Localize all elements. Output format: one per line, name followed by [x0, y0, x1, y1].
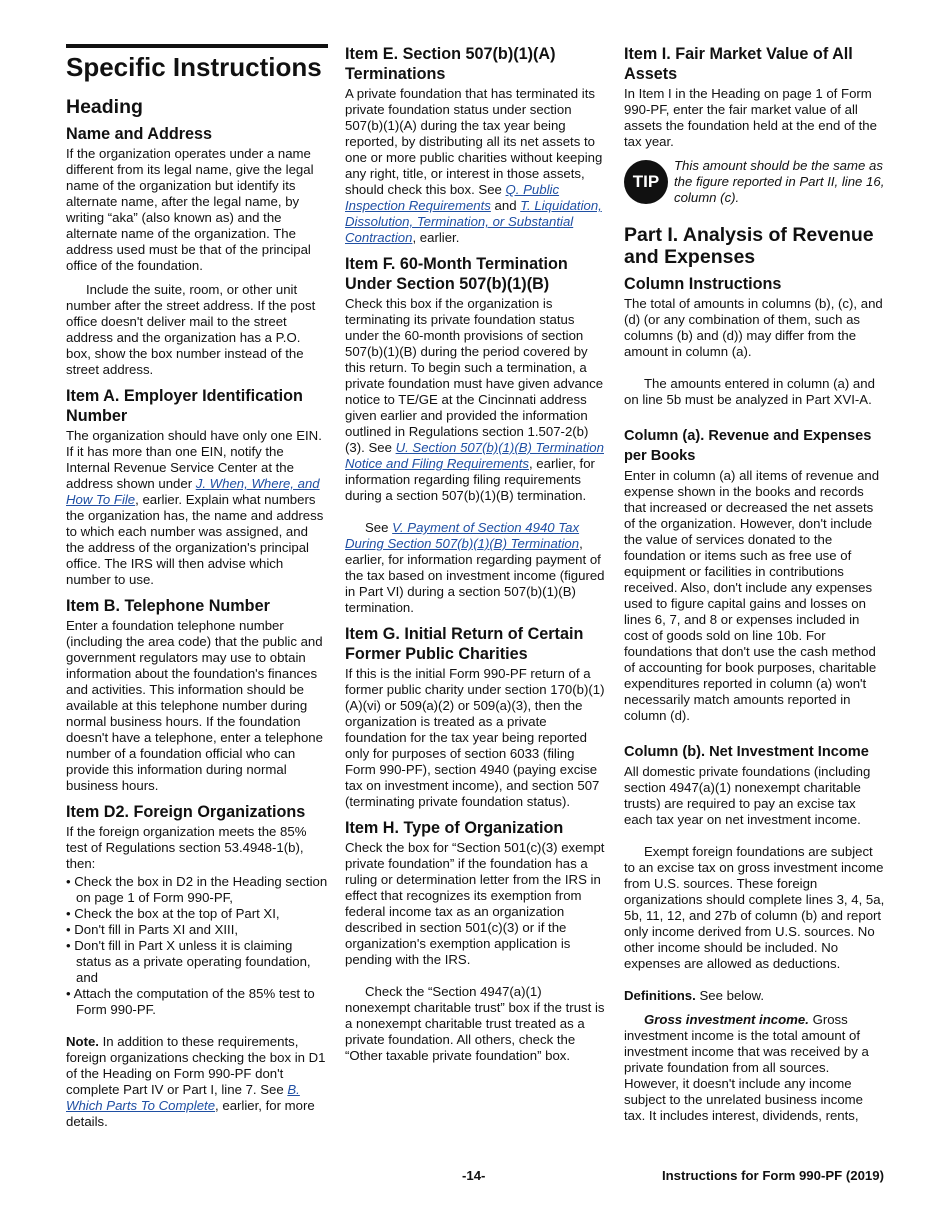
heading-title: Heading [66, 96, 143, 118]
item-d2-title: Item D2. Foreign Organizations [66, 803, 306, 821]
gross-investment-income: Gross investment income. Gross investment income is the total amount of investment income that was received by a private foundation from all sources. However, it doesn't include any income subject to the unrelated business income tax. It includes interest, dividends, rents, [624, 1012, 869, 1123]
item-h-p1: Check the box for “Section 501(c)(3) exempt private foundation” if the foundation has a ruling or determination letter from the IRS in effect that recognizes its exemption from federal income tax as an organization described in section 501(c)(3) or if the organization's exemption application is pending with the IRS. [345, 840, 605, 967]
column-b-title: Column (b). Net Investment Income [624, 744, 869, 760]
tip-box [624, 158, 886, 206]
column-instructions-title: Column Instructions [624, 275, 782, 293]
item-d2-intro: If the foreign organization meets the 85% test of Regulations section 53.4948-1(b), then: [66, 824, 307, 871]
column-2 [345, 44, 607, 1072]
item-e-title: Item E. Section 507(b)(1)(A) Terminations [345, 45, 556, 83]
list-item: • Attach the computation of the 85% test to Form 990-PF. [66, 986, 315, 1017]
list-item: • Don't fill in Parts XI and XIII, [66, 922, 239, 937]
column-a-title: Column (a). Revenue and Expenses per Books [624, 428, 872, 464]
tip-text: This amount should be the same as the figure reported in Part II, line 16, column (c). [674, 158, 885, 205]
name-address-p1: If the organization operates under a name different from its legal name, give the legal name of the organization but identify its alternate name, after the legal name, by writing “aka” (also known as) and the alternate name of the organization. The address used must be that of the principal office of the foundation. [66, 146, 314, 273]
item-d2-note: Note. In addition to these requirements, foreign organizations checking the box in D1 of the Heading on Form 990-PF don't complete Part IV or Part I, line 7. See B. Which Parts To Complete, earlier, for more details. [66, 1034, 326, 1129]
page-title: Specific Instructions [66, 52, 322, 82]
link-termination-notice[interactable]: U. Section 507(b)(1)(B) Termination Notice and Filing Requirements [345, 440, 604, 471]
item-f-p2: See V. Payment of Section 4940 Tax During Section 507(b)(1)(B) Termination, earlier, for information regarding payment of the tax based on investment income (figured in Part VI) during a section 507(b)(1)(B) termination. [345, 520, 605, 615]
item-a-p1: The organization should have only one EIN. If it has more than one EIN, notify the Internal Revenue Service Center at the address shown under J. When, Where, and How To File, earlier. Explain what numbers the organization has, the name and address to which each number was assigned, and the address of the organization's principal office. The IRS will then advise which number to use. [66, 428, 324, 587]
item-h-title: Item H. Type of Organization [345, 819, 564, 837]
list-item: • Don't fill in Part X unless it is claiming status as a private operating foundation, and [66, 938, 311, 985]
column-instructions-p2: The amounts entered in column (a) and on line 5b must be analyzed in Part XVI-A. [624, 376, 875, 407]
part-1-title: Part I. Analysis of Revenue and Expenses [624, 224, 874, 268]
tip-icon: TIP [624, 160, 668, 204]
item-h-p2: Check the “Section 4947(a)(1) nonexempt charitable trust” box if the trust is a nonexempt charitable trust treated as a private foundation. All others, check the “Other taxable private foundation” box. [345, 984, 605, 1063]
list-item: • Check the box in D2 in the Heading section on page 1 of Form 990-PF, [66, 874, 328, 905]
link-which-parts[interactable]: B. Which Parts To Complete [66, 1082, 300, 1113]
column-1 [66, 44, 328, 1138]
column-instructions-p1: The total of amounts in columns (b), (c), and (d) (or any combination of them, such as columns (b) and (d)) may differ from the amount in column (a). [624, 296, 883, 359]
item-f-title: Item F. 60-Month Termination Under Section 507(b)(1)(B) [345, 255, 568, 293]
item-b-p1: Enter a foundation telephone number (including the area code) that the public and government regulators may use to obtain information about the foundation's finances and activities. This information should be available at this telephone number during normal business hours. If the foundation doesn't have a telephone, enter a telephone number of a foundation official who can provide this information during normal business hours. [66, 618, 323, 793]
list-item: • Check the box at the top of Part XI, [66, 906, 280, 921]
column-3 [624, 44, 886, 1132]
column-b-p2: Exempt foreign foundations are subject to an excise tax on gross investment income from U.S. sources. These foreign organizations should complete lines 3, 4, 5a, 5b, 11, 12, and 27b of column (b) and report only income derived from U.S. sources. No other income should be included. No expenses are allowed as deductions. [624, 844, 885, 971]
title-rule [66, 44, 328, 48]
link-when-where-how[interactable]: J. When, Where, and How To File [66, 476, 320, 507]
page-number: -14- [462, 1168, 486, 1183]
item-b-title: Item B. Telephone Number [66, 597, 270, 615]
link-liquidation[interactable]: T. Liquidation, Dissolution, Termination, or Substantial Contraction [345, 198, 602, 245]
item-i-p1: In Item I in the Heading on page 1 of Form 990-PF, enter the fair market value of all assets the foundation held at the end of the tax year. [624, 86, 877, 149]
column-b-p1: All domestic private foundations (including section 4947(a)(1) nonexempt charitable trusts) are required to pay an excise tax each tax year on net investment income. [624, 764, 871, 827]
item-f-p1: Check this box if the organization is terminating its private foundation status under the 60-month provisions of section 507(b)(1)(B) during the period covered by this return. To begin such a termination, a private foundation must have given advance notice to TE/GE at the Cincinnati address given earlier and provided the information outlined in Regulations section 1.507-2(b)(3). See U. Section 507(b)(1)(B) Termination Notice and Filing Requirements, earlier, for information regarding filing requirements during a section 507(b)(1)(B) termination. [345, 296, 604, 503]
item-i-title: Item I. Fair Market Value of All Assets [624, 45, 853, 83]
link-payment-4940[interactable]: V. Payment of Section 4940 Tax During Section 507(b)(1)(B) Termination [345, 520, 580, 551]
item-e-p1: A private foundation that has terminated its private foundation status under section 507(b)(1)(A) during the tax year being reported, by distributing all its net assets to one or more public charities without keeping any right, title, or interest in those assets, should check this box. See Q. Public Inspection Requirements and T. Liquidation, Dissolution, Termination, or Substantial Contraction, earlier. [345, 86, 603, 245]
link-public-inspection[interactable]: Q. Public Inspection Requirements [345, 182, 560, 213]
item-a-title: Item A. Employer Identification Number [66, 387, 303, 425]
definitions: Definitions. See below. [624, 988, 764, 1003]
column-a-p1: Enter in column (a) all items of revenue and expense shown in the books and records that increased or decreased the net assets of the organization. However, don't include the value of services donated to the foundation or items such as free use of equipment or facilities in contributions received. Also, don't include any expenses used to figure capital gains and losses on lines 6, 7, and 8 or expenses included in cost of goods sold on line 10b. For foundations that don't use the cash method of accounting for book purposes, charitable expenditures reported in column (a) won't necessarily match amounts reported in column (d). [624, 468, 880, 723]
name-address-title: Name and Address [66, 125, 213, 143]
item-g-p1: If this is the initial Form 990-PF return of a former public charity under section 170(b)(1)(A)(vi) or 509(a)(2) or 509(a)(3), then the organization is treated as a private foundation for the tax year being reported only for purposes of section 6033 (filing Form 990-PF), section 4940 (paying excise tax on investment income), and section 507 (terminating private foundation status). [345, 666, 605, 809]
footer-form-title: Instructions for Form 990-PF (2019) [661, 1168, 884, 1183]
item-g-title: Item G. Initial Return of Certain Former Public Charities [345, 625, 584, 663]
name-address-p2: Include the suite, room, or other unit number after the street address. If the post office doesn't deliver mail to the street address and the organization has a P.O. box, show the box number instead of the street address. [66, 282, 316, 377]
